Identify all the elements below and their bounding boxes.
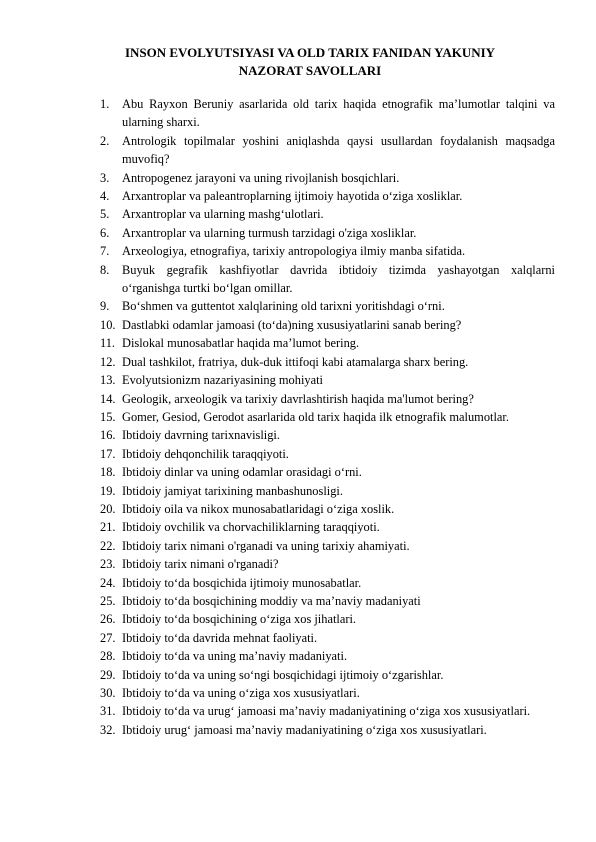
question-item [100,574,555,592]
question-item [100,463,555,481]
question-text: Arxeologiya, etnografiya, tarixiy antropologiya ilmiy manba sifatida. [122,244,466,259]
question-text: Ibtidoiy tarix nimani o'rganadi va uning tarixiy ahamiyati. [122,538,410,553]
question-item [100,592,555,610]
question-item [100,666,555,684]
question-text: Dual tashkilot, fratriya, duk-duk ittifoqi kabi atamalarga sharx bering. [122,354,469,369]
question-item [100,316,555,334]
question-item [100,242,555,260]
question-number: 14. [100,391,116,406]
question-item [100,482,555,500]
question-item [100,408,555,426]
question-number: 27. [100,630,116,645]
question-item [100,445,555,463]
question-number: 4. [100,189,110,204]
question-text: Evolyutsionizm nazariyasining mohiyati [122,373,323,388]
question-number: 32. [100,722,116,737]
question-item [100,537,555,555]
question-text: Ibtidoiy to‘da bosqichining o‘ziga xos jihatlari. [122,612,357,627]
question-text: Gomer, Gesiod, Gerodot asarlarida old tarix haqida ilk etnografik malumotlar. [122,409,509,424]
question-number: 31. [100,704,116,719]
question-item [100,610,555,628]
question-text: Ibtidoiy jamiyat tarixining manbashunosligi. [122,483,343,498]
question-number: 20. [100,501,116,516]
question-text: Antropogenez jarayoni va uning rivojlanish bosqichlari. [122,170,400,185]
question-number: 6. [100,225,110,240]
question-text: Dastlabki odamlar jamoasi (to‘da)ning xususiyatlarini sanab bering? [122,317,462,332]
question-number: 13. [100,373,116,388]
question-number: 22. [100,538,116,553]
question-item [100,205,555,223]
question-number: 9. [100,299,110,314]
question-text: Bo‘shmen va guttentot xalqlarining old tarixni yoritishdagi o‘rni. [122,299,445,314]
question-item [100,132,555,169]
question-text: Ibtidoiy to‘da bosqichida ijtimoiy munosabatlar. [122,575,362,590]
question-item [100,371,555,389]
question-number: 24. [100,575,116,590]
document-title: INSON EVOLYUTSIYASI VA OLD TARIX FANIDAN YAKUNIY NAZORAT SAVOLLARI [124,45,496,78]
question-text: Dislokal munosabatlar haqida ma’lumot bering. [122,336,360,351]
question-text: Abu Rayxon Beruniy asarlarida old tarix haqida etnografik ma’lumotlar talqini va ularning sharxi. [122,97,555,130]
question-item [100,187,555,205]
question-item [100,702,555,720]
question-number: 30. [100,686,116,700]
question-item [100,426,555,444]
question-number: 17. [100,446,116,461]
question-number: 8. [100,262,110,277]
question-number: 29. [100,667,116,682]
question-number: 1. [100,97,110,111]
question-text: Buyuk gegrafik kashfiyotlar davrida ibtidoiy tizimda yashayotgan xalqlarni o‘rganishga turtki bo‘lgan omillar. [122,262,555,296]
question-number: 21. [100,520,116,535]
question-text: Ibtidoiy dinlar va uning odamlar orasidagi o‘rni. [122,465,362,480]
question-list [100,95,555,739]
question-text: Geologik, arxeologik va tarixiy davrlashtirish haqida ma'lumot bering? [122,391,474,406]
question-text: Ibtidoiy to‘da va uning so‘ngi bosqichidagi ijtimoiy o‘zgarishlar. [122,667,444,682]
question-text: Ibtidoiy to‘da va uning ma’naviy madaniyati. [122,649,348,664]
question-item [100,721,555,739]
question-text: Ibtidoiy dehqonchilik taraqqiyoti. [122,446,289,461]
question-text: Arxantroplar va ularning turmush tarzidagi o'ziga xosliklar. [122,225,417,240]
question-text: Ibtidoiy to‘da va urug‘ jamoasi ma’naviy madaniyatining o‘ziga xos xususiyatlari. [122,704,531,719]
question-item [100,390,555,408]
question-item [100,261,555,298]
question-item [100,353,555,371]
question-number: 10. [100,317,116,332]
question-number: 25. [100,593,116,608]
question-number: 2. [100,133,110,148]
question-number: 7. [100,244,110,259]
question-text: Arxantroplar va paleantroplarning ijtimoiy hayotida o‘ziga xosliklar. [122,189,463,204]
question-text: Ibtidoiy oila va nikox munosabatlaridagi o‘ziga xoslik. [122,501,395,516]
question-text: Ibtidoiy to‘da bosqichining moddiy va ma’naviy madaniyati [122,593,421,608]
question-number: 5. [100,207,110,222]
question-item [100,647,555,665]
question-text: Ibtidoiy to‘da davrida mehnat faoliyati. [122,630,318,645]
question-item [100,224,555,242]
question-number: 18. [100,465,116,480]
question-number: 26. [100,612,116,627]
question-text: Ibtidoiy urug‘ jamoasi ma’naviy madaniyatining o‘ziga xos xususiyatlari. [122,722,487,737]
question-number: 19. [100,483,116,498]
question-text: Ibtidoiy ovchilik va chorvachiliklarning taraqqiyoti. [122,520,380,535]
question-item [100,169,555,187]
question-text: Antrologik topilmalar yoshini aniqlashda qaysi usullardan foydalanish maqsadga muvofiq? [122,133,555,167]
question-item [100,297,555,315]
question-number: 28. [100,649,116,664]
question-number: 23. [100,557,116,572]
question-number: 3. [100,170,110,185]
question-number: 15. [100,409,116,424]
question-item [100,500,555,518]
question-item [100,629,555,647]
question-item [100,518,555,536]
question-number: 11. [100,336,116,351]
question-item [100,95,555,132]
question-text: Arxantroplar va ularning mashg‘ulotlari. [122,207,324,222]
question-text: Ibtidoiy to‘da va uning o‘ziga xos xususiyatlari. [122,686,360,700]
question-text: Ibtidoiy davrning tarixnavisligi. [122,428,280,443]
question-number: 12. [100,354,116,369]
question-text: Ibtidoiy tarix nimani o'rganadi? [122,557,279,572]
question-item [100,684,555,702]
question-item [100,334,555,352]
question-item [100,555,555,573]
question-number: 16. [100,428,116,443]
